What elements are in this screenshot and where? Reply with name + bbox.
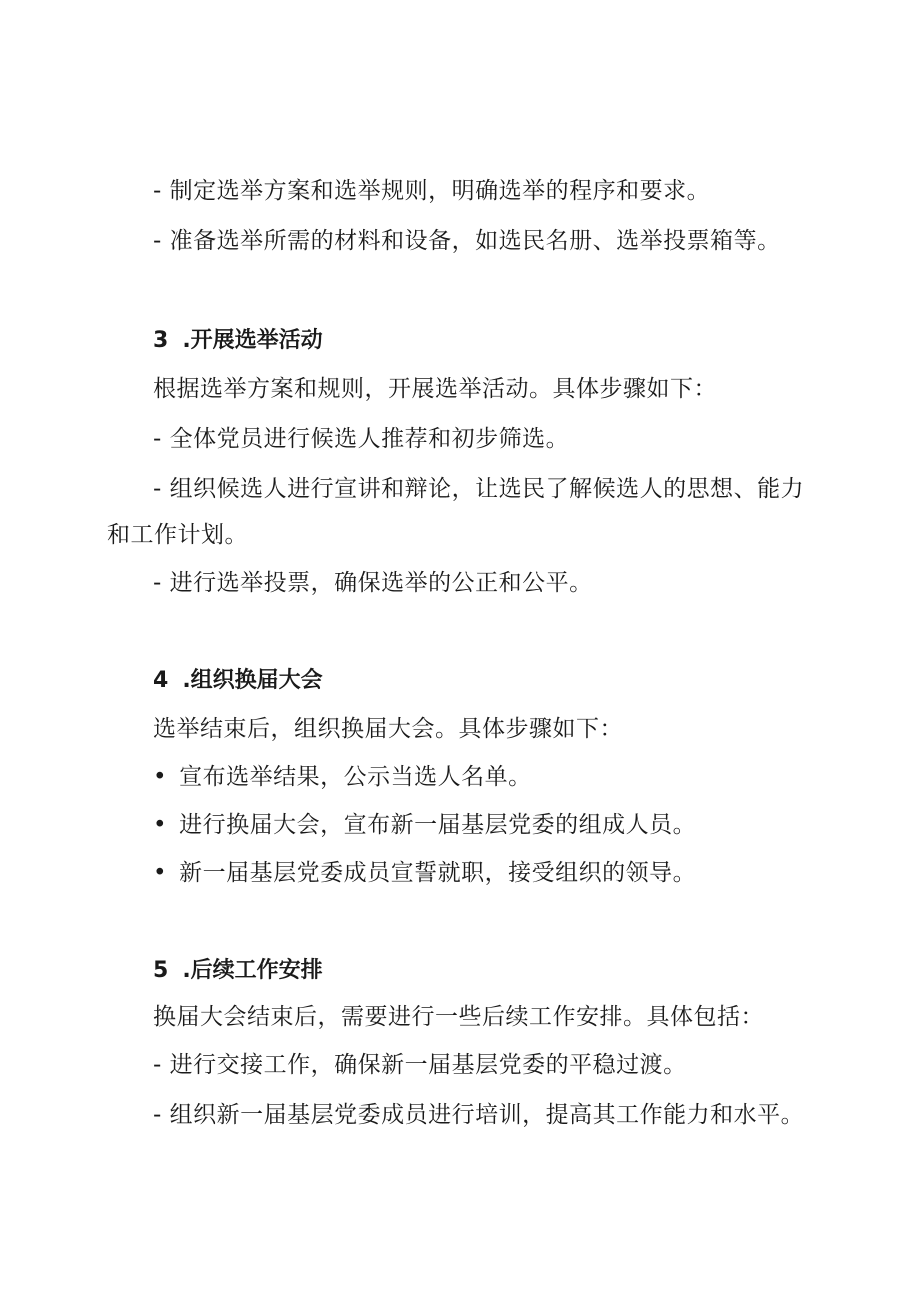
list-item: - 进行选举投票，确保选举的公正和公平。	[153, 570, 593, 596]
bullet-text: 宣布选举结果，公示当选人名单。	[179, 764, 532, 790]
bullet-text: 新一届基层党委成员宣誓就职，接受组织的领导。	[179, 860, 697, 886]
list-item: - 准备选举所需的材料和设备，如选民名册、选举投票箱等。	[153, 228, 781, 254]
bullet-item	[153, 762, 532, 792]
section-heading-3	[153, 326, 323, 356]
section-number: 5	[153, 958, 169, 983]
section-number: 3	[153, 328, 169, 353]
section-heading-4	[153, 666, 323, 696]
list-item: - 全体党员进行候选人推荐和初步筛选。	[153, 426, 570, 452]
list-item: - 进行交接工作，确保新一届基层党委的平稳过渡。	[153, 1052, 687, 1078]
bullet-icon: •	[153, 860, 168, 886]
paragraph: 根据选举方案和规则，开展选举活动。具体步骤如下：	[153, 376, 717, 402]
bullet-text: 进行换届大会，宣布新一届基层党委的组成人员。	[179, 812, 697, 838]
section-heading-5	[153, 956, 323, 986]
paragraph: 换届大会结束后，需要进行一些后续工作安排。具体包括：	[153, 1004, 764, 1030]
list-item-continuation: 和工作计划。	[107, 522, 248, 548]
section-title: .开展选举活动	[182, 328, 323, 353]
list-item: - 制定选举方案和选举规则，明确选举的程序和要求。	[153, 178, 711, 204]
section-title: .组织换届大会	[182, 668, 323, 693]
paragraph: 选举结束后，组织换届大会。具体步骤如下：	[153, 716, 623, 742]
list-item: - 组织候选人进行宣讲和辩论，让选民了解候选人的思想、能力	[153, 476, 805, 502]
bullet-icon: •	[153, 812, 168, 838]
bullet-item	[153, 810, 696, 840]
section-title: .后续工作安排	[182, 958, 323, 983]
list-item: - 组织新一届基层党委成员进行培训，提高其工作能力和水平。	[153, 1102, 805, 1128]
bullet-icon: •	[153, 764, 168, 790]
bullet-item	[153, 858, 696, 888]
section-number: 4	[153, 668, 169, 693]
